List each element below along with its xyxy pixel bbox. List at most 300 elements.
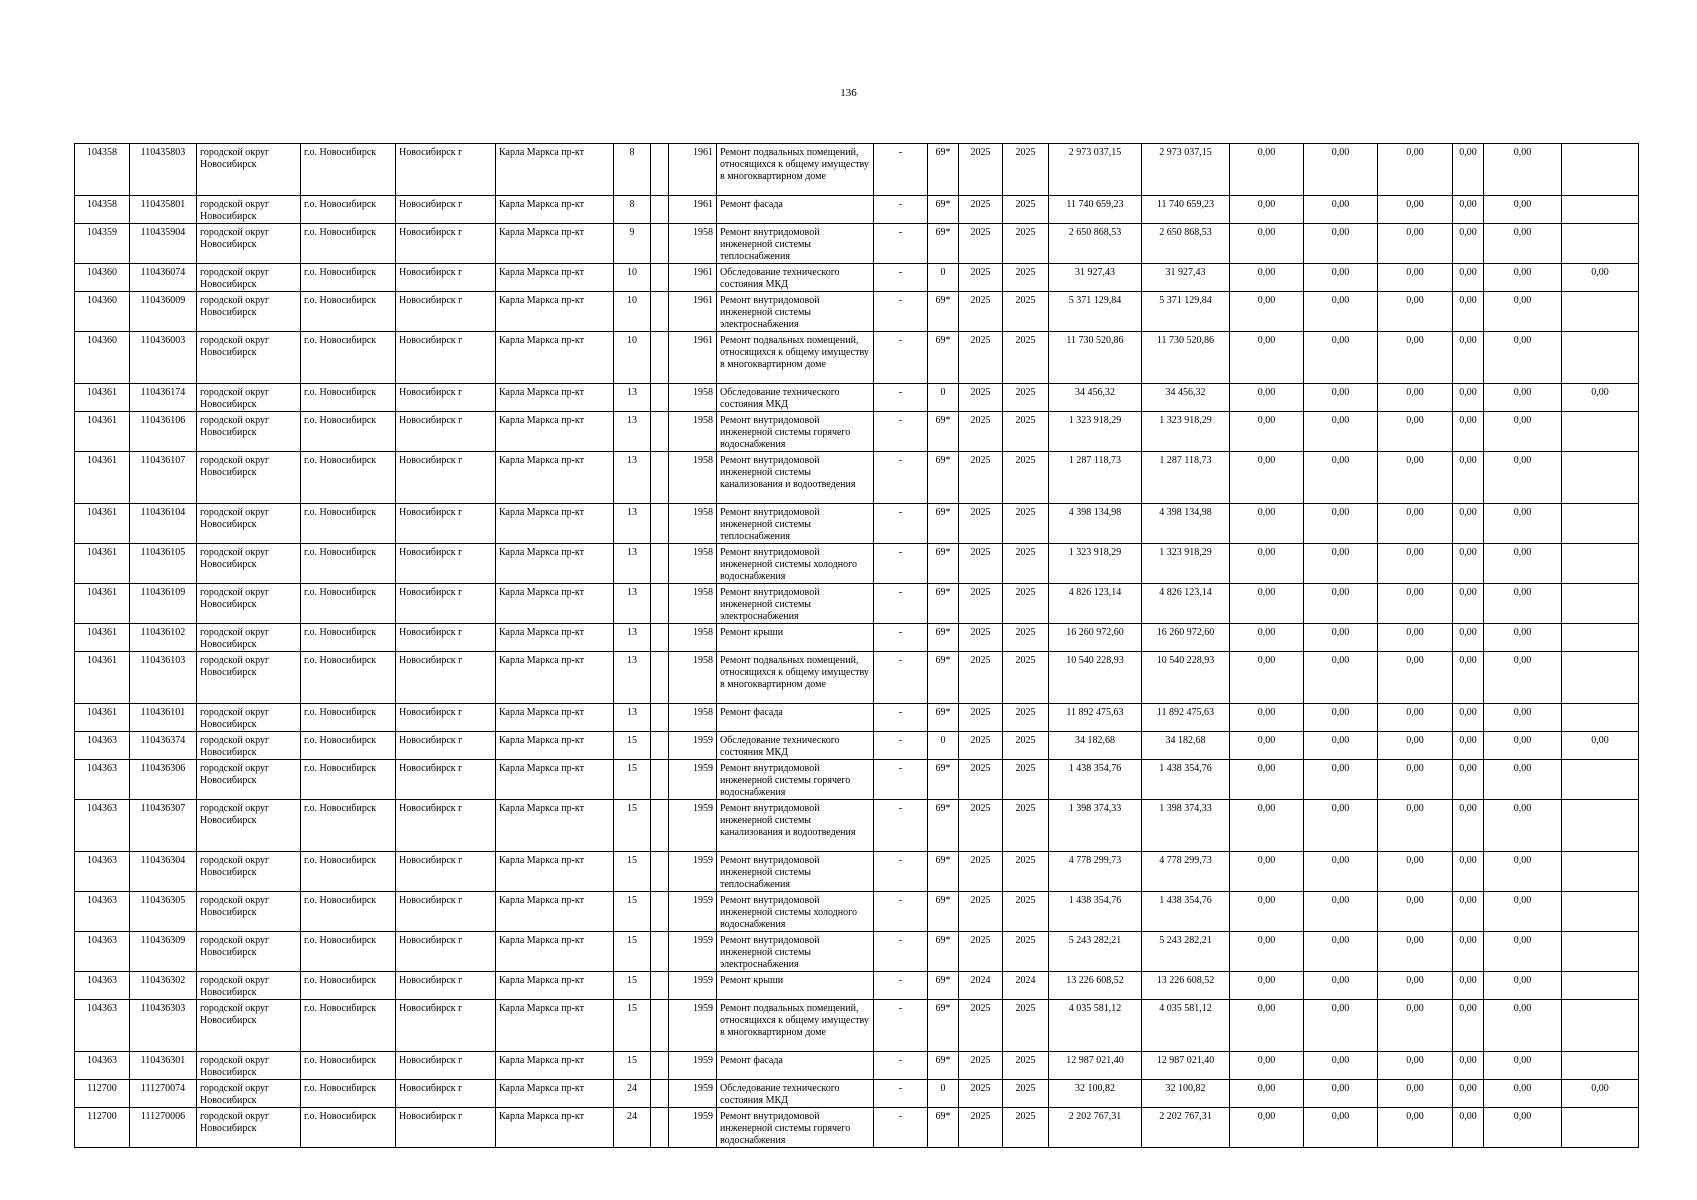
cell-housing-extra (651, 1080, 669, 1108)
cell-dash-mark: - (874, 412, 928, 452)
cell-street: Карла Маркса пр-кт (496, 972, 614, 1000)
table-row (75, 732, 1639, 760)
cell-work-type: Ремонт подвальных помещений, относящихся к общему имуществу в многоквартирном доме (717, 144, 874, 196)
cell-district: г.о. Новосибирск (301, 760, 396, 800)
cell-plan-year-end: 2025 (1003, 504, 1049, 544)
cell-value-3: 0,00 (1378, 892, 1453, 932)
cell-total-cost: 1 323 918,29 (1049, 544, 1142, 584)
cell-house-number: 13 (614, 544, 651, 584)
cell-value-2: 0,00 (1304, 584, 1378, 624)
cell-wear-mark: 69* (928, 144, 959, 196)
cell-work-code: 110436102 (130, 624, 197, 652)
cell-build-year: 1961 (669, 144, 717, 196)
cell-build-year: 1961 (669, 292, 717, 332)
table-row (75, 504, 1639, 544)
cell-plan-year-start: 2025 (959, 544, 1003, 584)
cell-value-4: 0,00 (1453, 1080, 1484, 1108)
cell-value-6 (1562, 704, 1639, 732)
cell-value-3: 0,00 (1378, 332, 1453, 384)
cell-value-4: 0,00 (1453, 732, 1484, 760)
cell-value-5: 0,00 (1484, 504, 1562, 544)
cell-district: г.о. Новосибирск (301, 292, 396, 332)
cell-work-type: Обследование технического состояния МКД (717, 732, 874, 760)
cell-value-2: 0,00 (1304, 384, 1378, 412)
cell-dash-mark: - (874, 704, 928, 732)
cell-work-type: Ремонт внутридомовой инженерной системы канализования и водоотведения (717, 452, 874, 504)
table-row (75, 292, 1639, 332)
cell-value-4: 0,00 (1453, 932, 1484, 972)
cell-work-code: 110436309 (130, 932, 197, 972)
cell-value-3: 0,00 (1378, 544, 1453, 584)
cell-plan-year-start: 2025 (959, 224, 1003, 264)
cell-housing-extra (651, 972, 669, 1000)
cell-fund-amount: 1 438 354,76 (1142, 760, 1230, 800)
cell-municipality: городской округ Новосибирск (197, 800, 301, 852)
cell-city: Новосибирск г (396, 224, 496, 264)
cell-fund-amount: 4 398 134,98 (1142, 504, 1230, 544)
cell-plan-year-end: 2025 (1003, 704, 1049, 732)
cell-total-cost: 5 243 282,21 (1049, 932, 1142, 972)
cell-value-3: 0,00 (1378, 800, 1453, 852)
cell-value-5: 0,00 (1484, 704, 1562, 732)
table-row (75, 1052, 1639, 1080)
cell-total-cost: 1 398 374,33 (1049, 800, 1142, 852)
cell-plan-year-end: 2025 (1003, 412, 1049, 452)
cell-dash-mark: - (874, 1052, 928, 1080)
cell-total-cost: 10 540 228,93 (1049, 652, 1142, 704)
cell-build-year: 1959 (669, 852, 717, 892)
table-row (75, 1080, 1639, 1108)
cell-wear-mark: 69* (928, 544, 959, 584)
cell-housing-extra (651, 1052, 669, 1080)
cell-fund-amount: 11 740 659,23 (1142, 196, 1230, 224)
cell-total-cost: 32 100,82 (1049, 1080, 1142, 1108)
cell-plan-year-end: 2025 (1003, 1108, 1049, 1148)
table-row (75, 144, 1639, 196)
cell-value-2: 0,00 (1304, 264, 1378, 292)
cell-work-type: Ремонт крыши (717, 972, 874, 1000)
cell-fund-amount: 13 226 608,52 (1142, 972, 1230, 1000)
cell-build-year: 1959 (669, 1080, 717, 1108)
cell-build-year: 1958 (669, 224, 717, 264)
cell-value-3: 0,00 (1378, 412, 1453, 452)
cell-build-year: 1958 (669, 452, 717, 504)
cell-plan-year-start: 2025 (959, 932, 1003, 972)
cell-value-3: 0,00 (1378, 1080, 1453, 1108)
cell-record-id: 104363 (75, 732, 130, 760)
cell-build-year: 1958 (669, 544, 717, 584)
cell-street: Карла Маркса пр-кт (496, 732, 614, 760)
cell-value-1: 0,00 (1230, 1108, 1304, 1148)
cell-value-3: 0,00 (1378, 144, 1453, 196)
cell-value-3: 0,00 (1378, 1052, 1453, 1080)
cell-housing-extra (651, 1108, 669, 1148)
cell-value-4: 0,00 (1453, 652, 1484, 704)
cell-district: г.о. Новосибирск (301, 732, 396, 760)
cell-housing-extra (651, 292, 669, 332)
cell-fund-amount: 2 202 767,31 (1142, 1108, 1230, 1148)
cell-fund-amount: 4 778 299,73 (1142, 852, 1230, 892)
cell-value-5: 0,00 (1484, 1108, 1562, 1148)
cell-value-4: 0,00 (1453, 704, 1484, 732)
cell-plan-year-end: 2025 (1003, 760, 1049, 800)
cell-build-year: 1958 (669, 624, 717, 652)
cell-housing-extra (651, 760, 669, 800)
cell-value-6 (1562, 932, 1639, 972)
cell-value-6 (1562, 972, 1639, 1000)
cell-value-2: 0,00 (1304, 732, 1378, 760)
cell-municipality: городской округ Новосибирск (197, 932, 301, 972)
cell-plan-year-start: 2025 (959, 196, 1003, 224)
cell-city: Новосибирск г (396, 412, 496, 452)
cell-street: Карла Маркса пр-кт (496, 292, 614, 332)
cell-district: г.о. Новосибирск (301, 972, 396, 1000)
cell-district: г.о. Новосибирск (301, 264, 396, 292)
cell-plan-year-start: 2025 (959, 760, 1003, 800)
cell-city: Новосибирск г (396, 584, 496, 624)
cell-record-id: 104358 (75, 196, 130, 224)
cell-value-1: 0,00 (1230, 800, 1304, 852)
cell-value-4: 0,00 (1453, 760, 1484, 800)
table-row (75, 264, 1639, 292)
cell-district: г.о. Новосибирск (301, 932, 396, 972)
cell-housing-extra (651, 452, 669, 504)
cell-street: Карла Маркса пр-кт (496, 332, 614, 384)
cell-city: Новосибирск г (396, 1052, 496, 1080)
cell-city: Новосибирск г (396, 852, 496, 892)
cell-total-cost: 4 826 123,14 (1049, 584, 1142, 624)
cell-value-5: 0,00 (1484, 760, 1562, 800)
cell-total-cost: 11 730 520,86 (1049, 332, 1142, 384)
cell-dash-mark: - (874, 264, 928, 292)
cell-work-type: Ремонт внутридомовой инженерной системы теплоснабжения (717, 504, 874, 544)
cell-plan-year-start: 2025 (959, 504, 1003, 544)
cell-value-2: 0,00 (1304, 196, 1378, 224)
cell-house-number: 10 (614, 332, 651, 384)
cell-plan-year-end: 2025 (1003, 452, 1049, 504)
cell-total-cost: 34 182,68 (1049, 732, 1142, 760)
cell-work-code: 110435904 (130, 224, 197, 264)
cell-municipality: городской округ Новосибирск (197, 144, 301, 196)
cell-work-code: 110436374 (130, 732, 197, 760)
cell-fund-amount: 5 371 129,84 (1142, 292, 1230, 332)
cell-street: Карла Маркса пр-кт (496, 704, 614, 732)
cell-value-5: 0,00 (1484, 144, 1562, 196)
cell-plan-year-end: 2025 (1003, 852, 1049, 892)
cell-value-4: 0,00 (1453, 412, 1484, 452)
cell-dash-mark: - (874, 196, 928, 224)
cell-housing-extra (651, 584, 669, 624)
cell-value-4: 0,00 (1453, 332, 1484, 384)
cell-value-2: 0,00 (1304, 504, 1378, 544)
cell-record-id: 104363 (75, 892, 130, 932)
cell-value-4: 0,00 (1453, 144, 1484, 196)
cell-build-year: 1958 (669, 384, 717, 412)
cell-value-3: 0,00 (1378, 584, 1453, 624)
cell-fund-amount: 1 323 918,29 (1142, 544, 1230, 584)
cell-dash-mark: - (874, 1080, 928, 1108)
cell-street: Карла Маркса пр-кт (496, 584, 614, 624)
cell-record-id: 104358 (75, 144, 130, 196)
cell-house-number: 15 (614, 932, 651, 972)
cell-municipality: городской округ Новосибирск (197, 1080, 301, 1108)
cell-value-4: 0,00 (1453, 800, 1484, 852)
table-row (75, 704, 1639, 732)
cell-fund-amount: 31 927,43 (1142, 264, 1230, 292)
cell-wear-mark: 69* (928, 452, 959, 504)
cell-value-6 (1562, 332, 1639, 384)
cell-total-cost: 34 456,32 (1049, 384, 1142, 412)
cell-record-id: 112700 (75, 1108, 130, 1148)
table-row (75, 412, 1639, 452)
cell-house-number: 15 (614, 1052, 651, 1080)
cell-wear-mark: 69* (928, 800, 959, 852)
cell-work-type: Ремонт подвальных помещений, относящихся к общему имуществу в многоквартирном доме (717, 652, 874, 704)
cell-house-number: 10 (614, 264, 651, 292)
cell-value-2: 0,00 (1304, 144, 1378, 196)
cell-wear-mark: 0 (928, 384, 959, 412)
cell-dash-mark: - (874, 624, 928, 652)
cell-house-number: 15 (614, 800, 651, 852)
cell-work-type: Ремонт подвальных помещений, относящихся к общему имуществу в многоквартирном доме (717, 332, 874, 384)
cell-work-code: 110436101 (130, 704, 197, 732)
cell-value-1: 0,00 (1230, 224, 1304, 264)
cell-value-5: 0,00 (1484, 292, 1562, 332)
cell-dash-mark: - (874, 332, 928, 384)
cell-value-1: 0,00 (1230, 384, 1304, 412)
cell-value-4: 0,00 (1453, 852, 1484, 892)
cell-house-number: 13 (614, 452, 651, 504)
cell-fund-amount: 12 987 021,40 (1142, 1052, 1230, 1080)
cell-street: Карла Маркса пр-кт (496, 652, 614, 704)
cell-plan-year-start: 2025 (959, 704, 1003, 732)
cell-work-type: Ремонт внутридомовой инженерной системы канализования и водоотведения (717, 800, 874, 852)
cell-housing-extra (651, 144, 669, 196)
cell-value-3: 0,00 (1378, 1000, 1453, 1052)
cell-street: Карла Маркса пр-кт (496, 224, 614, 264)
cell-wear-mark: 69* (928, 624, 959, 652)
cell-housing-extra (651, 264, 669, 292)
cell-build-year: 1959 (669, 972, 717, 1000)
cell-housing-extra (651, 1000, 669, 1052)
cell-value-2: 0,00 (1304, 800, 1378, 852)
cell-work-code: 111270006 (130, 1108, 197, 1148)
cell-value-3: 0,00 (1378, 196, 1453, 224)
cell-record-id: 104361 (75, 384, 130, 412)
cell-district: г.о. Новосибирск (301, 1108, 396, 1148)
cell-value-1: 0,00 (1230, 652, 1304, 704)
cell-value-1: 0,00 (1230, 452, 1304, 504)
cell-dash-mark: - (874, 652, 928, 704)
cell-total-cost: 1 438 354,76 (1049, 892, 1142, 932)
cell-work-type: Обследование технического состояния МКД (717, 1080, 874, 1108)
cell-value-4: 0,00 (1453, 196, 1484, 224)
cell-fund-amount: 2 650 868,53 (1142, 224, 1230, 264)
cell-value-1: 0,00 (1230, 972, 1304, 1000)
cell-value-5: 0,00 (1484, 264, 1562, 292)
cell-build-year: 1959 (669, 800, 717, 852)
cell-plan-year-start: 2025 (959, 384, 1003, 412)
cell-municipality: городской округ Новосибирск (197, 544, 301, 584)
cell-fund-amount: 1 438 354,76 (1142, 892, 1230, 932)
cell-municipality: городской округ Новосибирск (197, 760, 301, 800)
cell-value-4: 0,00 (1453, 544, 1484, 584)
cell-value-2: 0,00 (1304, 624, 1378, 652)
cell-plan-year-start: 2025 (959, 624, 1003, 652)
cell-record-id: 104361 (75, 704, 130, 732)
table-row (75, 544, 1639, 584)
cell-plan-year-end: 2025 (1003, 732, 1049, 760)
cell-work-type: Ремонт фасада (717, 1052, 874, 1080)
cell-plan-year-start: 2025 (959, 652, 1003, 704)
cell-city: Новосибирск г (396, 624, 496, 652)
cell-record-id: 104363 (75, 852, 130, 892)
table-row (75, 892, 1639, 932)
cell-fund-amount: 1 287 118,73 (1142, 452, 1230, 504)
cell-district: г.о. Новосибирск (301, 652, 396, 704)
cell-work-code: 110436303 (130, 1000, 197, 1052)
cell-work-type: Ремонт внутридомовой инженерной системы горячего водоснабжения (717, 1108, 874, 1148)
cell-plan-year-start: 2025 (959, 1052, 1003, 1080)
cell-wear-mark: 69* (928, 224, 959, 264)
cell-value-6 (1562, 144, 1639, 196)
cell-plan-year-start: 2025 (959, 1080, 1003, 1108)
cell-fund-amount: 10 540 228,93 (1142, 652, 1230, 704)
cell-record-id: 104363 (75, 760, 130, 800)
cell-value-5: 0,00 (1484, 544, 1562, 584)
cell-fund-amount: 4 826 123,14 (1142, 584, 1230, 624)
cell-value-2: 0,00 (1304, 1000, 1378, 1052)
cell-value-5: 0,00 (1484, 1000, 1562, 1052)
cell-build-year: 1959 (669, 892, 717, 932)
cell-municipality: городской округ Новосибирск (197, 852, 301, 892)
cell-fund-amount: 1 398 374,33 (1142, 800, 1230, 852)
cell-city: Новосибирск г (396, 800, 496, 852)
cell-work-type: Ремонт внутридомовой инженерной системы холодного водоснабжения (717, 544, 874, 584)
cell-work-code: 110436305 (130, 892, 197, 932)
cell-total-cost: 2 973 037,15 (1049, 144, 1142, 196)
cell-value-4: 0,00 (1453, 624, 1484, 652)
cell-value-5: 0,00 (1484, 892, 1562, 932)
cell-dash-mark: - (874, 224, 928, 264)
cell-value-6 (1562, 760, 1639, 800)
cell-plan-year-end: 2025 (1003, 544, 1049, 584)
cell-city: Новосибирск г (396, 332, 496, 384)
cell-house-number: 15 (614, 1000, 651, 1052)
cell-housing-extra (651, 932, 669, 972)
cell-value-5: 0,00 (1484, 652, 1562, 704)
cell-value-6 (1562, 652, 1639, 704)
cell-plan-year-end: 2025 (1003, 584, 1049, 624)
cell-municipality: городской округ Новосибирск (197, 452, 301, 504)
cell-house-number: 15 (614, 732, 651, 760)
cell-district: г.о. Новосибирск (301, 852, 396, 892)
cell-build-year: 1959 (669, 1108, 717, 1148)
cell-value-5: 0,00 (1484, 452, 1562, 504)
table-row (75, 452, 1639, 504)
cell-build-year: 1958 (669, 652, 717, 704)
cell-plan-year-end: 2024 (1003, 972, 1049, 1000)
cell-value-1: 0,00 (1230, 412, 1304, 452)
cell-work-type: Обследование технического состояния МКД (717, 264, 874, 292)
cell-record-id: 112700 (75, 1080, 130, 1108)
cell-value-4: 0,00 (1453, 584, 1484, 624)
cell-work-code: 110436003 (130, 332, 197, 384)
cell-value-6 (1562, 584, 1639, 624)
cell-total-cost: 2 650 868,53 (1049, 224, 1142, 264)
cell-house-number: 24 (614, 1080, 651, 1108)
cell-house-number: 10 (614, 292, 651, 332)
cell-district: г.о. Новосибирск (301, 504, 396, 544)
cell-work-code: 110436174 (130, 384, 197, 412)
cell-district: г.о. Новосибирск (301, 224, 396, 264)
cell-value-6 (1562, 1052, 1639, 1080)
cell-record-id: 104360 (75, 292, 130, 332)
table-body (75, 144, 1639, 1148)
cell-district: г.о. Новосибирск (301, 196, 396, 224)
cell-house-number: 13 (614, 384, 651, 412)
cell-city: Новосибирск г (396, 1080, 496, 1108)
cell-value-2: 0,00 (1304, 1108, 1378, 1148)
cell-work-code: 110436105 (130, 544, 197, 584)
cell-work-type: Ремонт внутридомовой инженерной системы электроснабжения (717, 932, 874, 972)
cell-plan-year-start: 2025 (959, 412, 1003, 452)
cell-housing-extra (651, 504, 669, 544)
cell-street: Карла Маркса пр-кт (496, 144, 614, 196)
cell-wear-mark: 69* (928, 412, 959, 452)
cell-city: Новосибирск г (396, 1000, 496, 1052)
cell-value-6 (1562, 504, 1639, 544)
cell-dash-mark: - (874, 800, 928, 852)
cell-plan-year-end: 2025 (1003, 292, 1049, 332)
cell-work-type: Ремонт внутридомовой инженерной системы электроснабжения (717, 292, 874, 332)
cell-work-code: 110436106 (130, 412, 197, 452)
cell-district: г.о. Новосибирск (301, 892, 396, 932)
cell-municipality: городской округ Новосибирск (197, 652, 301, 704)
cell-total-cost: 1 438 354,76 (1049, 760, 1142, 800)
cell-housing-extra (651, 224, 669, 264)
cell-municipality: городской округ Новосибирск (197, 384, 301, 412)
cell-house-number: 13 (614, 652, 651, 704)
cell-value-2: 0,00 (1304, 972, 1378, 1000)
cell-wear-mark: 0 (928, 1080, 959, 1108)
table-row (75, 1108, 1639, 1148)
cell-total-cost: 2 202 767,31 (1049, 1108, 1142, 1148)
cell-work-code: 110436306 (130, 760, 197, 800)
cell-record-id: 104361 (75, 584, 130, 624)
cell-city: Новосибирск г (396, 652, 496, 704)
cell-fund-amount: 1 323 918,29 (1142, 412, 1230, 452)
cell-record-id: 104361 (75, 652, 130, 704)
cell-plan-year-end: 2025 (1003, 196, 1049, 224)
cell-city: Новосибирск г (396, 732, 496, 760)
table-row (75, 800, 1639, 852)
cell-city: Новосибирск г (396, 292, 496, 332)
cell-street: Карла Маркса пр-кт (496, 800, 614, 852)
table-row (75, 972, 1639, 1000)
cell-value-1: 0,00 (1230, 144, 1304, 196)
cell-fund-amount: 34 456,32 (1142, 384, 1230, 412)
cell-record-id: 104363 (75, 800, 130, 852)
cell-street: Карла Маркса пр-кт (496, 504, 614, 544)
cell-street: Карла Маркса пр-кт (496, 892, 614, 932)
cell-value-1: 0,00 (1230, 584, 1304, 624)
cell-municipality: городской округ Новосибирск (197, 1052, 301, 1080)
cell-record-id: 104361 (75, 624, 130, 652)
cell-wear-mark: 69* (928, 852, 959, 892)
table-row (75, 196, 1639, 224)
cell-house-number: 15 (614, 892, 651, 932)
